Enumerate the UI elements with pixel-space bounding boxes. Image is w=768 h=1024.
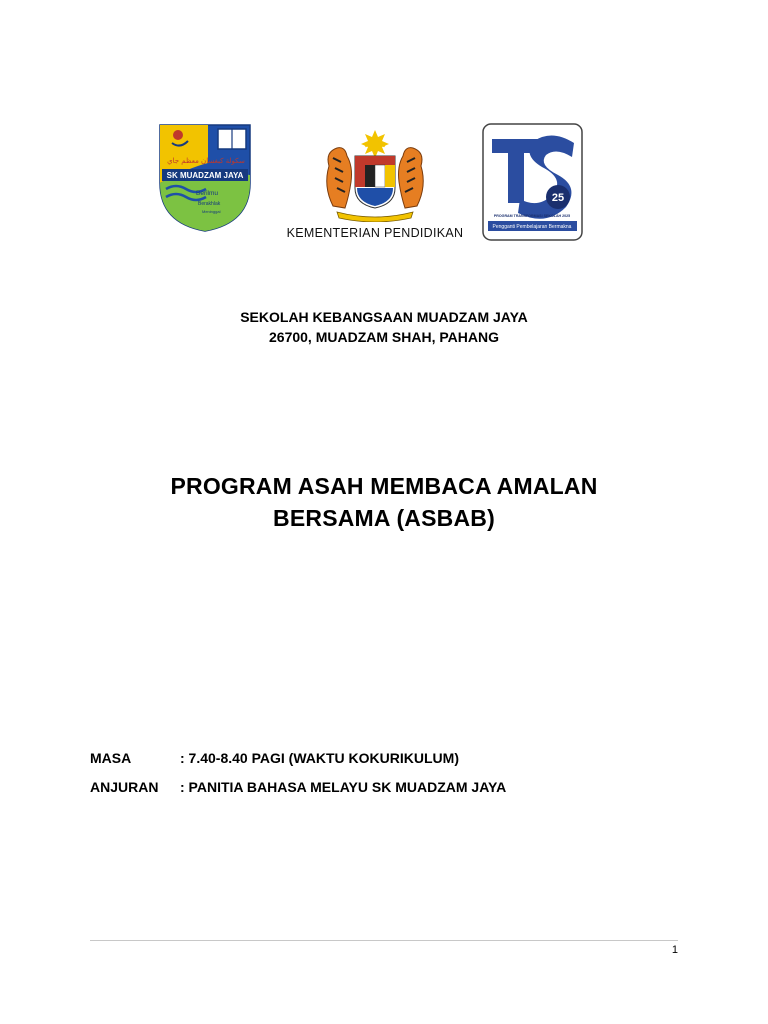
info-value: : 7.40-8.40 PAGI (WAKTU KOKURIKULUM) xyxy=(180,750,459,766)
footer-divider xyxy=(90,940,678,941)
malaysia-coat-of-arms-icon xyxy=(315,126,435,222)
title-line-2: BERSAMA (ASBAB) xyxy=(273,505,495,531)
school-postal-address: 26700, MUADZAM SHAH, PAHANG xyxy=(269,329,499,345)
school-crest-icon xyxy=(158,123,252,233)
info-row-anjuran xyxy=(90,773,690,802)
info-row-masa xyxy=(90,744,690,773)
page-number: 1 xyxy=(671,944,678,956)
school-crest-name: SK MUADZAM JAYA xyxy=(166,171,244,180)
school-address xyxy=(0,307,768,347)
info-label: MASA xyxy=(90,750,132,766)
ts25-caption-small: PROGRAM TRANSFORMASI SEKOLAH 2025 xyxy=(493,214,571,218)
title-line-1: PROGRAM ASAH MEMBACA AMALAN xyxy=(170,473,598,499)
event-info xyxy=(90,744,690,802)
ts25-caption-band: Pengganti Pembelajaran Bermakna xyxy=(492,224,572,230)
school-crest-arabic: سكولة كبغسان معظم جاي xyxy=(167,157,245,165)
info-label: ANJURAN xyxy=(90,779,159,795)
ministry-caption: KEMENTERIAN PENDIDIKAN xyxy=(286,226,464,240)
school-motto-2: Berakhlak xyxy=(198,201,221,207)
document-title xyxy=(84,470,684,534)
school-motto-3: Meninggal xyxy=(202,209,221,214)
school-name: SEKOLAH KEBANGSAAN MUADZAM JAYA xyxy=(240,309,528,325)
ts25-logo-icon xyxy=(482,123,583,241)
svg-text:25: 25 xyxy=(551,192,565,204)
school-motto-1: Berilmu xyxy=(196,190,219,197)
info-value: : PANITIA BAHASA MELAYU SK MUADZAM JAYA xyxy=(180,779,507,795)
